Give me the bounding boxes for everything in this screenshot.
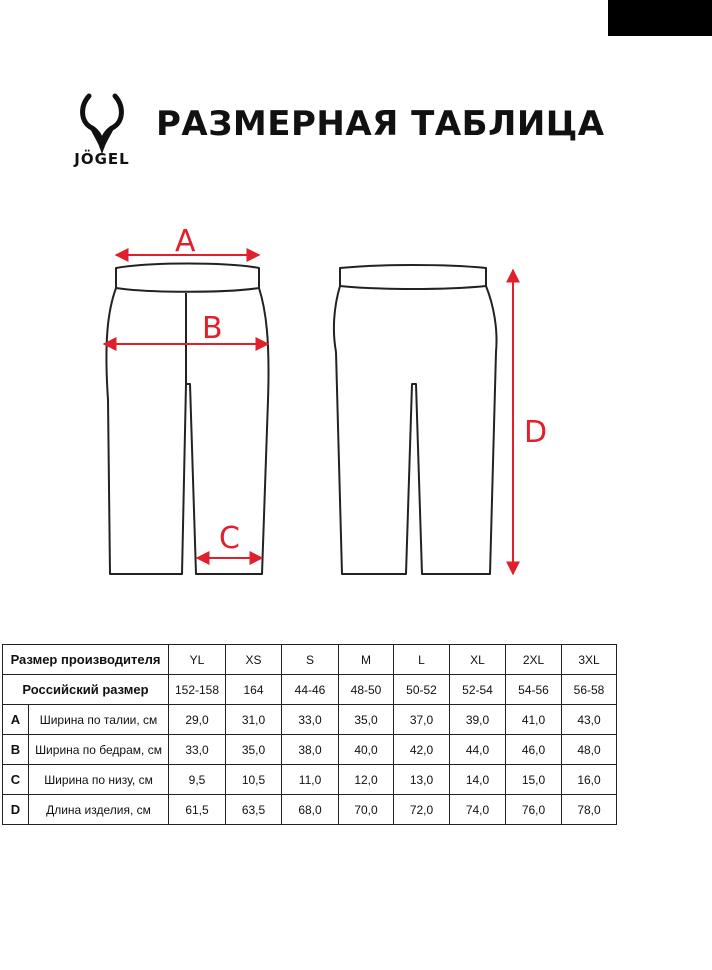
dim-d-label: D: [524, 415, 548, 450]
russian-size-cell: 54-56: [506, 675, 562, 705]
row-letter: A: [3, 705, 29, 735]
size-cell: L: [394, 645, 450, 675]
value-cell: 12,0: [339, 765, 394, 795]
value-cell: 63,5: [226, 795, 282, 825]
value-cell: 44,0: [450, 735, 506, 765]
value-cell: 16,0: [562, 765, 617, 795]
russian-size-cell: 152-158: [169, 675, 226, 705]
value-cell: 15,0: [506, 765, 562, 795]
row-letter: D: [3, 795, 29, 825]
value-cell: 35,0: [339, 705, 394, 735]
russian-size-cell: 164: [226, 675, 282, 705]
corner-black-block: [608, 0, 712, 36]
table-row-d: [3, 795, 617, 825]
value-cell: 42,0: [394, 735, 450, 765]
value-cell: 14,0: [450, 765, 506, 795]
size-cell: S: [282, 645, 339, 675]
value-cell: 29,0: [169, 705, 226, 735]
row-label: Ширина по низу, см: [29, 765, 169, 795]
page-title: РАЗМЕРНАЯ ТАБЛИЦА: [156, 104, 605, 144]
value-cell: 31,0: [226, 705, 282, 735]
value-cell: 72,0: [394, 795, 450, 825]
size-cell: 3XL: [562, 645, 617, 675]
value-cell: 43,0: [562, 705, 617, 735]
brand-name: JÖGEL: [74, 150, 130, 168]
value-cell: 41,0: [506, 705, 562, 735]
table-row-b: [3, 735, 617, 765]
value-cell: 40,0: [339, 735, 394, 765]
russian-size-cell: 44-46: [282, 675, 339, 705]
russian-size-cell: 48-50: [339, 675, 394, 705]
dim-a-label: A: [175, 224, 196, 259]
value-cell: 11,0: [282, 765, 339, 795]
russian-size-cell: 56-58: [562, 675, 617, 705]
russian-size-cell: 50-52: [394, 675, 450, 705]
size-cell: XL: [450, 645, 506, 675]
value-cell: 35,0: [226, 735, 282, 765]
value-cell: 37,0: [394, 705, 450, 735]
size-cell: YL: [169, 645, 226, 675]
size-table: [2, 644, 617, 825]
row-label: Длина изделия, см: [29, 795, 169, 825]
value-cell: 9,5: [169, 765, 226, 795]
pants-back-outline: [334, 265, 497, 574]
size-cell: XS: [226, 645, 282, 675]
russian-size-label: Российский размер: [3, 675, 169, 705]
value-cell: 46,0: [506, 735, 562, 765]
value-cell: 61,5: [169, 795, 226, 825]
value-cell: 39,0: [450, 705, 506, 735]
value-cell: 76,0: [506, 795, 562, 825]
value-cell: 33,0: [169, 735, 226, 765]
value-cell: 70,0: [339, 795, 394, 825]
size-cell: 2XL: [506, 645, 562, 675]
table-row-c: [3, 765, 617, 795]
row-letter: B: [3, 735, 29, 765]
row-letter: C: [3, 765, 29, 795]
value-cell: 38,0: [282, 735, 339, 765]
pants-front-outline: [106, 264, 268, 575]
value-cell: 74,0: [450, 795, 506, 825]
size-cell: M: [339, 645, 394, 675]
value-cell: 78,0: [562, 795, 617, 825]
row-label: Ширина по бедрам, см: [29, 735, 169, 765]
row-label: Ширина по талии, см: [29, 705, 169, 735]
value-cell: 33,0: [282, 705, 339, 735]
table-row-a: [3, 705, 617, 735]
value-cell: 68,0: [282, 795, 339, 825]
pants-size-diagram: [0, 200, 712, 600]
manufacturer-size-row: [3, 645, 617, 675]
russian-size-row: [3, 675, 617, 705]
value-cell: 10,5: [226, 765, 282, 795]
dim-c-label: C: [219, 521, 240, 556]
dim-b-label: B: [202, 311, 223, 346]
manufacturer-size-label: Размер производителя: [3, 645, 169, 675]
value-cell: 48,0: [562, 735, 617, 765]
value-cell: 13,0: [394, 765, 450, 795]
russian-size-cell: 52-54: [450, 675, 506, 705]
